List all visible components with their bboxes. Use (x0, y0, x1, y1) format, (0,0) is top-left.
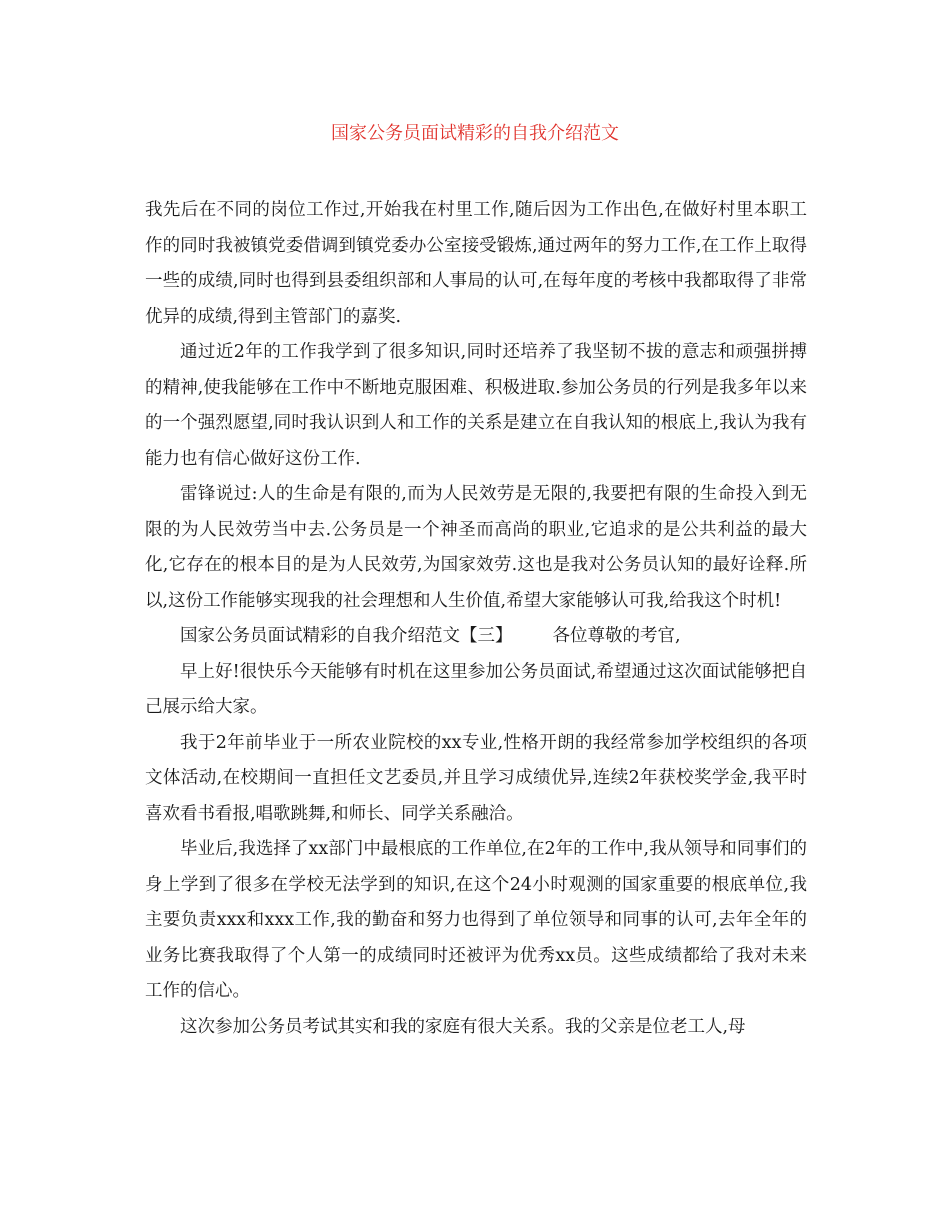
document-body (145, 193, 807, 1045)
paragraph-3: 雷锋说过:人的生命是有限的,而为人民效劳是无限的,我要把有限的生命投入到无限的为人民效劳当中去.公务员是一个神圣而高尚的职业,它追求的是公共利益的最大化,它存在的根本目的是为人民效劳,为国家效劳.这也是我对公务员认知的最好诠释.所以,这份工作能够实现我的社会理想和人生价值,希望大家能够认可我,给我这个时机! (145, 484, 807, 611)
section-3-greeting: 各位尊敬的考官, (552, 626, 681, 646)
section-3-line (145, 619, 807, 655)
paragraph-2: 通过近2年的工作我学到了很多知识,同时还培养了我坚韧不拔的意志和顽强拼搏的精神,使我能够在工作中不断地克服困难、积极进取.参加公务员的行列是我多年以来的一个强烈愿望,同时我认识到人和工作的关系是建立在自我认知的根底上,我认为我有能力也有信心做好这份工作. (145, 342, 807, 469)
paragraph-5: 我于2年前毕业于一所农业院校的xx专业,性格开朗的我经常参加学校组织的各项文体活动,在校期间一直担任文艺委员,并且学习成绩优异,连续2年获校奖学金,我平时喜欢看书看报,唱歌跳舞,和师长、同学关系融洽。 (145, 732, 807, 824)
document-title: 国家公务员面试精彩的自我介绍范文 (331, 123, 619, 144)
paragraph-6: 毕业后,我选择了xx部门中最根底的工作单位,在2年的工作中,我从领导和同事们的身上学到了很多在学校无法学到的知识,在这个24小时观测的国家重要的根底单位,我主要负责xxx和xxx工作,我的勤奋和努力也得到了单位领导和同事的认可,去年全年的业务比赛我取得了个人第一的成绩同时还被评为优秀xx员。这些成绩都给了我对未来工作的信心。 (145, 839, 807, 1001)
paragraph-1: 我先后在不同的岗位工作过,开始我在村里工作,随后因为工作出色,在做好村里本职工作的同时我被镇党委借调到镇党委办公室接受锻炼,通过两年的努力工作,在工作上取得一些的成绩,同时也得到县委组织部和人事局的认可,在每年度的考核中我都取得了非常优异的成绩,得到主管部门的嘉奖. (145, 200, 807, 327)
paragraph-4: 早上好!很快乐今天能够有时机在这里参加公务员面试,希望通过这次面试能够把自己展示给大家。 (145, 661, 807, 717)
section-3-heading: 国家公务员面试精彩的自我介绍范文【三】 (180, 626, 513, 646)
paragraph-7: 这次参加公务员考试其实和我的家庭有很大关系。我的父亲是位老工人,母 (180, 1016, 746, 1037)
